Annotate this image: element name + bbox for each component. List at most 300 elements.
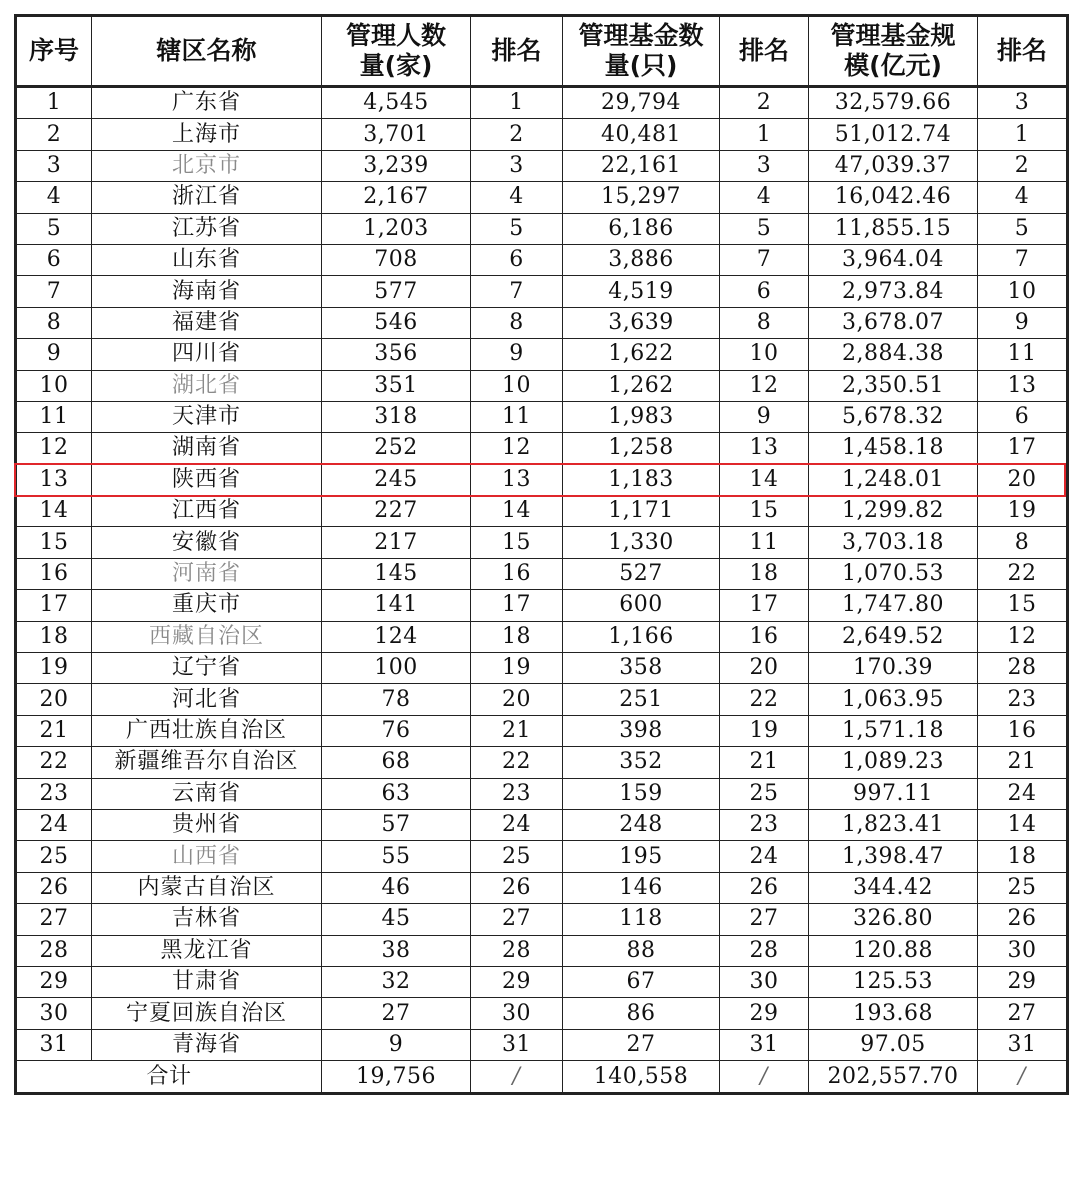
cell-idx: 25 <box>16 841 92 872</box>
header-idx: 序号 <box>16 16 92 87</box>
cell-rank-managers: 14 <box>471 496 563 527</box>
cell-idx: 22 <box>16 747 92 778</box>
cell-funds: 15,297 <box>563 182 720 213</box>
total-managers: 19,756 <box>322 1061 471 1094</box>
cell-idx: 17 <box>16 590 92 621</box>
cell-rank-scale: 27 <box>978 998 1068 1029</box>
cell-funds: 527 <box>563 558 720 589</box>
cell-rank-funds: 28 <box>720 935 809 966</box>
cell-rank-funds: 24 <box>720 841 809 872</box>
cell-idx: 11 <box>16 401 92 432</box>
cell-rank-funds: 17 <box>720 590 809 621</box>
cell-rank-managers: 2 <box>471 119 563 150</box>
cell-managers: 46 <box>322 872 471 903</box>
cell-name: 山东省 <box>92 244 322 275</box>
cell-rank-funds: 23 <box>720 809 809 840</box>
cell-funds: 40,481 <box>563 119 720 150</box>
table-row <box>16 276 1068 307</box>
cell-idx: 30 <box>16 998 92 1029</box>
cell-scale: 1,089.23 <box>809 747 978 778</box>
cell-rank-scale: 13 <box>978 370 1068 401</box>
header-funds-line2: 量(只) <box>604 51 678 80</box>
cell-funds: 88 <box>563 935 720 966</box>
cell-rank-funds: 20 <box>720 653 809 684</box>
cell-scale: 1,571.18 <box>809 715 978 746</box>
header-managers-line2: 量(家) <box>359 51 433 80</box>
cell-rank-managers: 3 <box>471 150 563 181</box>
cell-rank-scale: 22 <box>978 558 1068 589</box>
cell-scale: 32,579.66 <box>809 87 978 119</box>
table-row <box>16 998 1068 1029</box>
table-header <box>16 16 1068 87</box>
table-row <box>16 747 1068 778</box>
cell-scale: 997.11 <box>809 778 978 809</box>
cell-rank-funds: 10 <box>720 339 809 370</box>
cell-idx: 21 <box>16 715 92 746</box>
cell-rank-scale: 17 <box>978 433 1068 464</box>
cell-funds: 251 <box>563 684 720 715</box>
cell-rank-scale: 4 <box>978 182 1068 213</box>
cell-managers: 252 <box>322 433 471 464</box>
cell-name: 辽宁省 <box>92 653 322 684</box>
cell-funds: 3,886 <box>563 244 720 275</box>
cell-funds: 3,639 <box>563 307 720 338</box>
cell-idx: 15 <box>16 527 92 558</box>
cell-rank-funds: 19 <box>720 715 809 746</box>
cell-idx: 18 <box>16 621 92 652</box>
cell-rank-scale: 18 <box>978 841 1068 872</box>
cell-scale: 1,063.95 <box>809 684 978 715</box>
cell-rank-funds: 2 <box>720 87 809 119</box>
cell-scale: 2,350.51 <box>809 370 978 401</box>
cell-scale: 5,678.32 <box>809 401 978 432</box>
cell-rank-scale: 1 <box>978 119 1068 150</box>
table-row <box>16 841 1068 872</box>
table-body <box>16 87 1068 1094</box>
header-name: 辖区名称 <box>92 16 322 87</box>
cell-rank-managers: 29 <box>471 966 563 997</box>
table-row <box>16 778 1068 809</box>
cell-name: 安徽省 <box>92 527 322 558</box>
cell-managers: 318 <box>322 401 471 432</box>
cell-rank-managers: 6 <box>471 244 563 275</box>
cell-managers: 27 <box>322 998 471 1029</box>
cell-name: 新疆维吾尔自治区 <box>92 747 322 778</box>
cell-rank-funds: 14 <box>720 464 809 495</box>
cell-name: 内蒙古自治区 <box>92 872 322 903</box>
cell-managers: 63 <box>322 778 471 809</box>
cell-name: 江苏省 <box>92 213 322 244</box>
cell-funds: 195 <box>563 841 720 872</box>
cell-rank-managers: 30 <box>471 998 563 1029</box>
cell-rank-managers: 19 <box>471 653 563 684</box>
table-row <box>16 339 1068 370</box>
cell-rank-scale: 26 <box>978 904 1068 935</box>
header-rank-scale: 排名 <box>978 16 1068 87</box>
header-rank-managers: 排名 <box>471 16 563 87</box>
cell-scale: 326.80 <box>809 904 978 935</box>
cell-name: 福建省 <box>92 307 322 338</box>
cell-rank-managers: 13 <box>471 464 563 495</box>
cell-rank-scale: 29 <box>978 966 1068 997</box>
cell-rank-funds: 31 <box>720 1029 809 1060</box>
cell-rank-funds: 4 <box>720 182 809 213</box>
cell-rank-funds: 27 <box>720 904 809 935</box>
cell-rank-scale: 12 <box>978 621 1068 652</box>
table-row <box>16 464 1068 495</box>
cell-scale: 1,823.41 <box>809 809 978 840</box>
cell-managers: 2,167 <box>322 182 471 213</box>
cell-managers: 4,545 <box>322 87 471 119</box>
total-rank-scale: / <box>978 1061 1068 1094</box>
total-scale: 202,557.70 <box>809 1061 978 1094</box>
cell-managers: 1,203 <box>322 213 471 244</box>
cell-name: 浙江省 <box>92 182 322 213</box>
cell-name: 四川省 <box>92 339 322 370</box>
cell-funds: 67 <box>563 966 720 997</box>
cell-scale: 16,042.46 <box>809 182 978 213</box>
header-managers-line1: 管理人数 <box>345 21 446 50</box>
cell-rank-funds: 18 <box>720 558 809 589</box>
cell-name: 云南省 <box>92 778 322 809</box>
cell-rank-managers: 28 <box>471 935 563 966</box>
cell-funds: 1,262 <box>563 370 720 401</box>
cell-idx: 16 <box>16 558 92 589</box>
table-row <box>16 433 1068 464</box>
cell-scale: 3,964.04 <box>809 244 978 275</box>
table-row <box>16 182 1068 213</box>
cell-managers: 708 <box>322 244 471 275</box>
cell-name: 天津市 <box>92 401 322 432</box>
cell-name: 吉林省 <box>92 904 322 935</box>
cell-rank-managers: 21 <box>471 715 563 746</box>
cell-rank-scale: 30 <box>978 935 1068 966</box>
cell-rank-scale: 10 <box>978 276 1068 307</box>
cell-name: 宁夏回族自治区 <box>92 998 322 1029</box>
table-row <box>16 1029 1068 1060</box>
table-row <box>16 401 1068 432</box>
cell-rank-managers: 25 <box>471 841 563 872</box>
cell-scale: 2,884.38 <box>809 339 978 370</box>
cell-idx: 6 <box>16 244 92 275</box>
total-row <box>16 1061 1068 1094</box>
table-row <box>16 496 1068 527</box>
cell-funds: 118 <box>563 904 720 935</box>
cell-rank-funds: 30 <box>720 966 809 997</box>
cell-idx: 29 <box>16 966 92 997</box>
cell-idx: 19 <box>16 653 92 684</box>
header-managers <box>322 16 471 87</box>
cell-rank-managers: 26 <box>471 872 563 903</box>
cell-name: 河南省 <box>92 558 322 589</box>
cell-name: 山西省 <box>92 841 322 872</box>
cell-name: 湖南省 <box>92 433 322 464</box>
header-scale-line1: 管理基金规 <box>830 21 956 50</box>
cell-rank-funds: 15 <box>720 496 809 527</box>
cell-managers: 245 <box>322 464 471 495</box>
cell-managers: 55 <box>322 841 471 872</box>
table-row <box>16 213 1068 244</box>
cell-name: 河北省 <box>92 684 322 715</box>
cell-scale: 2,973.84 <box>809 276 978 307</box>
cell-name: 上海市 <box>92 119 322 150</box>
table-row <box>16 872 1068 903</box>
cell-idx: 7 <box>16 276 92 307</box>
cell-rank-managers: 17 <box>471 590 563 621</box>
cell-managers: 351 <box>322 370 471 401</box>
total-rank-managers: / <box>471 1061 563 1094</box>
cell-idx: 28 <box>16 935 92 966</box>
cell-rank-funds: 8 <box>720 307 809 338</box>
cell-idx: 3 <box>16 150 92 181</box>
cell-scale: 1,398.47 <box>809 841 978 872</box>
cell-rank-funds: 3 <box>720 150 809 181</box>
cell-managers: 9 <box>322 1029 471 1060</box>
cell-scale: 2,649.52 <box>809 621 978 652</box>
cell-managers: 217 <box>322 527 471 558</box>
cell-managers: 38 <box>322 935 471 966</box>
cell-idx: 12 <box>16 433 92 464</box>
cell-rank-funds: 25 <box>720 778 809 809</box>
cell-rank-scale: 16 <box>978 715 1068 746</box>
cell-rank-managers: 7 <box>471 276 563 307</box>
cell-rank-managers: 10 <box>471 370 563 401</box>
cell-rank-managers: 8 <box>471 307 563 338</box>
cell-rank-funds: 16 <box>720 621 809 652</box>
cell-idx: 2 <box>16 119 92 150</box>
cell-rank-managers: 9 <box>471 339 563 370</box>
cell-rank-funds: 29 <box>720 998 809 1029</box>
cell-managers: 3,239 <box>322 150 471 181</box>
table-row <box>16 244 1068 275</box>
cell-scale: 1,458.18 <box>809 433 978 464</box>
cell-funds: 22,161 <box>563 150 720 181</box>
cell-funds: 27 <box>563 1029 720 1060</box>
cell-name: 重庆市 <box>92 590 322 621</box>
header-scale-line2: 模(亿元) <box>844 51 942 80</box>
cell-rank-scale: 31 <box>978 1029 1068 1060</box>
table-row <box>16 715 1068 746</box>
cell-name: 江西省 <box>92 496 322 527</box>
cell-scale: 3,678.07 <box>809 307 978 338</box>
fund-manager-table <box>14 14 1069 1095</box>
cell-scale: 344.42 <box>809 872 978 903</box>
cell-rank-funds: 22 <box>720 684 809 715</box>
table-row <box>16 904 1068 935</box>
table-row <box>16 590 1068 621</box>
cell-rank-funds: 9 <box>720 401 809 432</box>
cell-rank-scale: 3 <box>978 87 1068 119</box>
cell-idx: 5 <box>16 213 92 244</box>
cell-funds: 1,171 <box>563 496 720 527</box>
cell-scale: 170.39 <box>809 653 978 684</box>
cell-managers: 57 <box>322 809 471 840</box>
cell-rank-managers: 1 <box>471 87 563 119</box>
cell-funds: 1,622 <box>563 339 720 370</box>
cell-managers: 76 <box>322 715 471 746</box>
cell-funds: 1,330 <box>563 527 720 558</box>
cell-rank-funds: 1 <box>720 119 809 150</box>
cell-rank-funds: 11 <box>720 527 809 558</box>
cell-idx: 26 <box>16 872 92 903</box>
cell-name: 青海省 <box>92 1029 322 1060</box>
cell-rank-managers: 4 <box>471 182 563 213</box>
cell-rank-scale: 5 <box>978 213 1068 244</box>
cell-name: 广东省 <box>92 87 322 119</box>
cell-scale: 3,703.18 <box>809 527 978 558</box>
cell-scale: 120.88 <box>809 935 978 966</box>
cell-rank-managers: 24 <box>471 809 563 840</box>
total-funds: 140,558 <box>563 1061 720 1094</box>
table-row <box>16 935 1068 966</box>
table-row <box>16 307 1068 338</box>
cell-idx: 24 <box>16 809 92 840</box>
total-label: 合计 <box>16 1061 322 1094</box>
cell-rank-scale: 8 <box>978 527 1068 558</box>
cell-managers: 546 <box>322 307 471 338</box>
cell-managers: 100 <box>322 653 471 684</box>
cell-funds: 146 <box>563 872 720 903</box>
cell-name: 贵州省 <box>92 809 322 840</box>
cell-funds: 1,983 <box>563 401 720 432</box>
cell-name: 陕西省 <box>92 464 322 495</box>
cell-managers: 78 <box>322 684 471 715</box>
cell-name: 北京市 <box>92 150 322 181</box>
cell-funds: 600 <box>563 590 720 621</box>
table-row <box>16 370 1068 401</box>
cell-scale: 1,070.53 <box>809 558 978 589</box>
cell-rank-managers: 5 <box>471 213 563 244</box>
cell-idx: 8 <box>16 307 92 338</box>
cell-funds: 358 <box>563 653 720 684</box>
cell-funds: 398 <box>563 715 720 746</box>
header-funds <box>563 16 720 87</box>
cell-managers: 141 <box>322 590 471 621</box>
cell-idx: 20 <box>16 684 92 715</box>
table-row <box>16 621 1068 652</box>
cell-managers: 577 <box>322 276 471 307</box>
cell-idx: 13 <box>16 464 92 495</box>
cell-funds: 4,519 <box>563 276 720 307</box>
cell-rank-scale: 11 <box>978 339 1068 370</box>
cell-rank-scale: 28 <box>978 653 1068 684</box>
cell-funds: 248 <box>563 809 720 840</box>
table-row <box>16 684 1068 715</box>
cell-scale: 193.68 <box>809 998 978 1029</box>
table-row <box>16 87 1068 119</box>
cell-managers: 68 <box>322 747 471 778</box>
table-row <box>16 966 1068 997</box>
cell-rank-funds: 26 <box>720 872 809 903</box>
cell-scale: 47,039.37 <box>809 150 978 181</box>
cell-managers: 124 <box>322 621 471 652</box>
cell-funds: 29,794 <box>563 87 720 119</box>
cell-rank-managers: 22 <box>471 747 563 778</box>
cell-idx: 4 <box>16 182 92 213</box>
cell-managers: 3,701 <box>322 119 471 150</box>
header-rank-funds: 排名 <box>720 16 809 87</box>
cell-scale: 1,248.01 <box>809 464 978 495</box>
cell-rank-scale: 14 <box>978 809 1068 840</box>
cell-scale: 51,012.74 <box>809 119 978 150</box>
cell-rank-managers: 20 <box>471 684 563 715</box>
cell-name: 广西壮族自治区 <box>92 715 322 746</box>
cell-rank-scale: 24 <box>978 778 1068 809</box>
cell-scale: 11,855.15 <box>809 213 978 244</box>
cell-funds: 86 <box>563 998 720 1029</box>
cell-rank-managers: 27 <box>471 904 563 935</box>
cell-rank-scale: 6 <box>978 401 1068 432</box>
cell-idx: 1 <box>16 87 92 119</box>
cell-name: 黑龙江省 <box>92 935 322 966</box>
table-row <box>16 809 1068 840</box>
cell-rank-managers: 18 <box>471 621 563 652</box>
cell-rank-scale: 19 <box>978 496 1068 527</box>
table-row <box>16 558 1068 589</box>
fund-manager-table-wrap <box>14 14 1066 1095</box>
cell-idx: 10 <box>16 370 92 401</box>
total-rank-funds: / <box>720 1061 809 1094</box>
cell-idx: 27 <box>16 904 92 935</box>
cell-managers: 227 <box>322 496 471 527</box>
cell-scale: 125.53 <box>809 966 978 997</box>
cell-rank-scale: 7 <box>978 244 1068 275</box>
cell-scale: 97.05 <box>809 1029 978 1060</box>
cell-name: 海南省 <box>92 276 322 307</box>
table-row <box>16 527 1068 558</box>
cell-funds: 1,183 <box>563 464 720 495</box>
cell-funds: 1,258 <box>563 433 720 464</box>
cell-name: 湖北省 <box>92 370 322 401</box>
cell-rank-scale: 25 <box>978 872 1068 903</box>
cell-managers: 356 <box>322 339 471 370</box>
cell-rank-funds: 12 <box>720 370 809 401</box>
cell-idx: 31 <box>16 1029 92 1060</box>
cell-rank-scale: 20 <box>978 464 1068 495</box>
cell-rank-funds: 6 <box>720 276 809 307</box>
cell-rank-managers: 31 <box>471 1029 563 1060</box>
cell-name: 西藏自治区 <box>92 621 322 652</box>
header-scale <box>809 16 978 87</box>
cell-name: 甘肃省 <box>92 966 322 997</box>
cell-rank-managers: 15 <box>471 527 563 558</box>
cell-funds: 352 <box>563 747 720 778</box>
table-row <box>16 150 1068 181</box>
cell-rank-scale: 21 <box>978 747 1068 778</box>
cell-scale: 1,299.82 <box>809 496 978 527</box>
table-row <box>16 653 1068 684</box>
cell-rank-scale: 23 <box>978 684 1068 715</box>
cell-rank-funds: 5 <box>720 213 809 244</box>
cell-funds: 159 <box>563 778 720 809</box>
cell-rank-managers: 16 <box>471 558 563 589</box>
cell-rank-funds: 7 <box>720 244 809 275</box>
cell-rank-managers: 11 <box>471 401 563 432</box>
cell-idx: 14 <box>16 496 92 527</box>
cell-rank-managers: 12 <box>471 433 563 464</box>
cell-managers: 45 <box>322 904 471 935</box>
header-funds-line1: 管理基金数 <box>578 21 704 50</box>
cell-rank-funds: 21 <box>720 747 809 778</box>
cell-idx: 9 <box>16 339 92 370</box>
cell-rank-scale: 15 <box>978 590 1068 621</box>
cell-funds: 6,186 <box>563 213 720 244</box>
cell-rank-scale: 9 <box>978 307 1068 338</box>
cell-funds: 1,166 <box>563 621 720 652</box>
cell-idx: 23 <box>16 778 92 809</box>
cell-managers: 32 <box>322 966 471 997</box>
cell-rank-scale: 2 <box>978 150 1068 181</box>
